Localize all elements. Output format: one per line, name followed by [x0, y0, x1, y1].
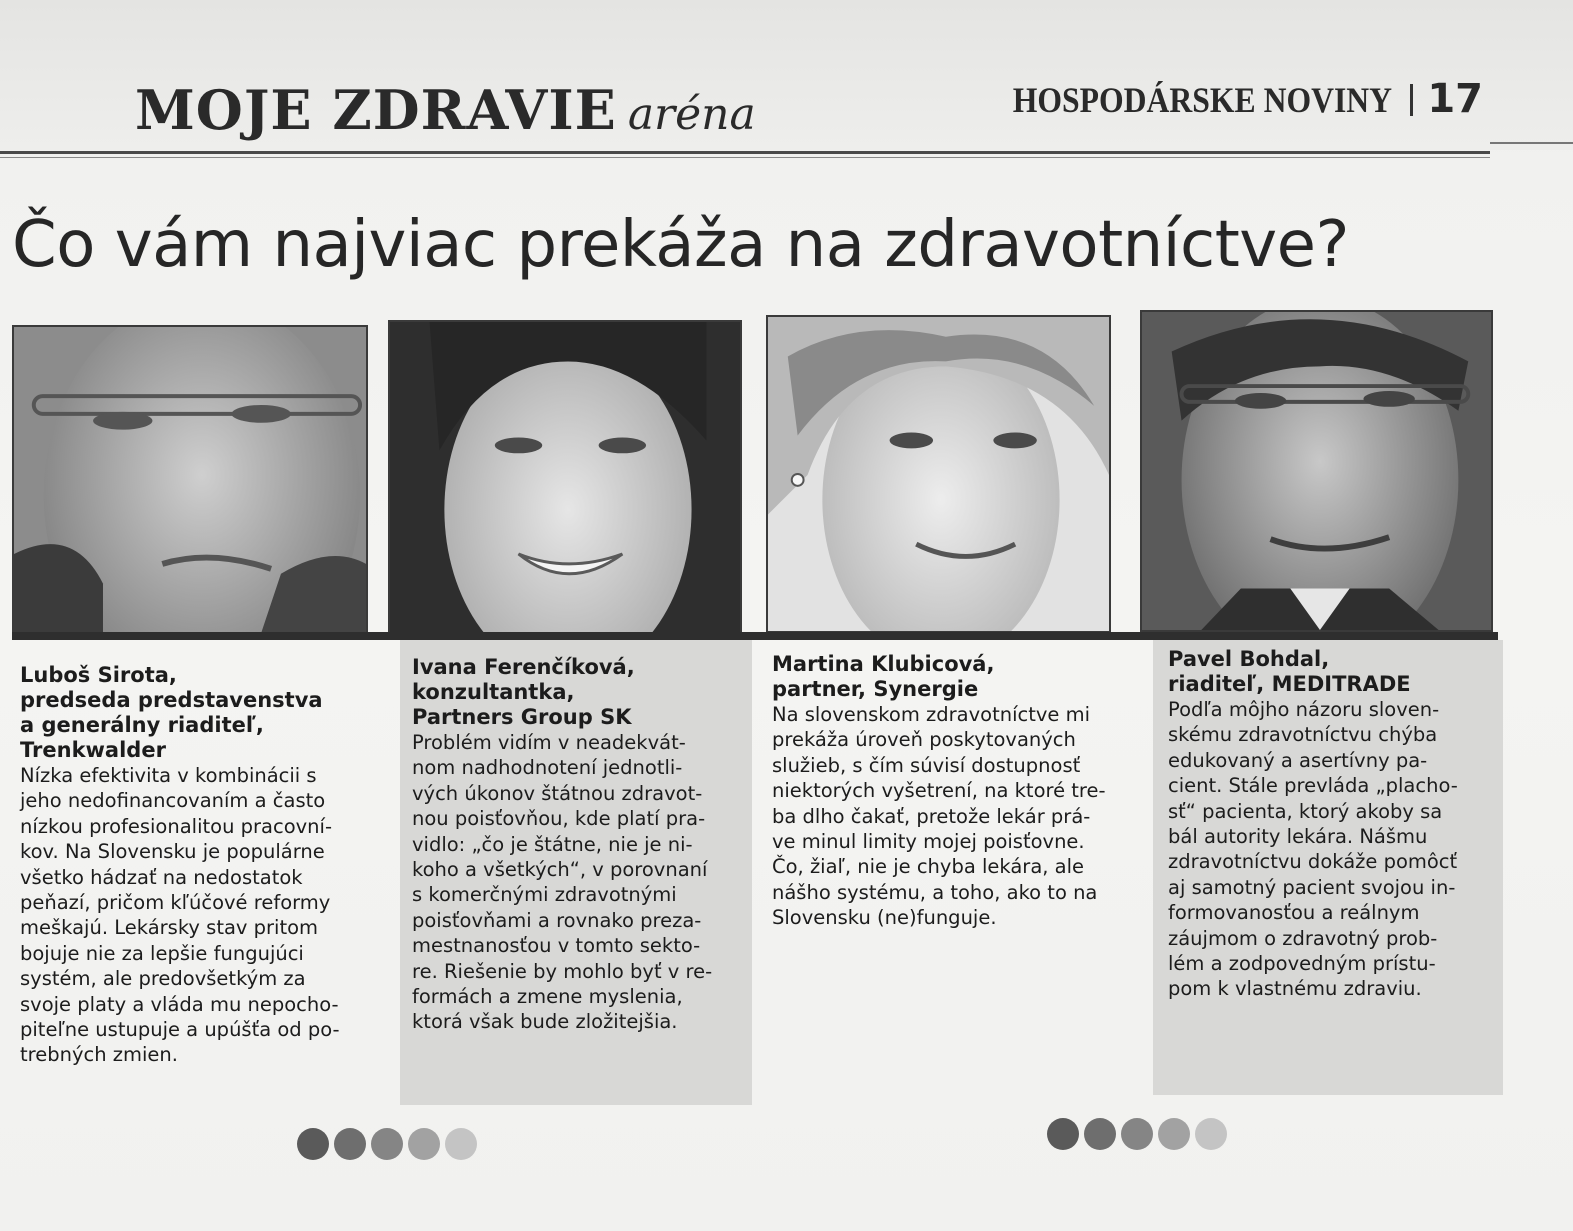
dot-icon: [1084, 1118, 1116, 1150]
portrait-photo-1: [12, 325, 368, 635]
opinion-column-2: [412, 655, 747, 1035]
dot-icon: [445, 1128, 477, 1160]
paper-masthead: [961, 76, 1483, 122]
person-role: konzultantka, Partners Group SK: [412, 680, 632, 729]
opinion-text: Problém vidím v neadekvát- nom nadhodnotení jednotli- vých úkonov štátnou zdravot- nou poisťovňou, kde platí pra- vidlo: „čo je štátne, nie je ni- koho a všetkých“, v porovnaní s komerčnými zdravotnými poisťovňami a rovnako preza- mestnanosťou v tomto sekto- re. Riešenie by mohlo byť v re- formách a zmene myslenia, ktorá však bude zložitejšia.: [412, 731, 713, 1034]
masthead-rule-right: [1490, 142, 1573, 144]
section-masthead: [135, 78, 756, 142]
person-role: riaditeľ, MEDITRADE: [1168, 672, 1411, 696]
dot-icon: [371, 1128, 403, 1160]
masthead-rule: [0, 151, 1490, 154]
article-headline: Čo vám najviac prekáža na zdravotníctve?: [12, 208, 1349, 282]
section-title: MOJE ZDRAVIE: [135, 78, 617, 142]
dot-icon: [1047, 1118, 1079, 1150]
dot-icon: [1121, 1118, 1153, 1150]
newspaper-name: HOSPODÁRSKE NOVINY: [1012, 80, 1393, 120]
dot-icon: [297, 1128, 329, 1160]
person-name: Pavel Bohdal,: [1168, 647, 1330, 671]
decorative-dots-left: [297, 1128, 477, 1160]
portrait-photo-4: [1140, 310, 1493, 632]
opinion-text: Na slovenskom zdravotníctve mi prekáža úroveň poskytovaných služieb, s čím súvisí dostupnosť niektorých vyšetrení, na ktoré tre- ba dlho čakať, pretože lekár prá- ve minul limity mojej poisťovne. Čo, žiaľ, nie je chyba lekára, ale nášho systému, a toho, ako to na Slovensku (ne)funguje.: [772, 703, 1106, 930]
opinion-text: Podľa môjho názoru sloven- skému zdravotníctvu chýba edukovaný a asertívny pa- cient. Stále prevláda „placho- sť“ pacienta, ktorý akoby sa bál autority lekára. Nášmu zdravotníctvu dokáže pomôcť aj samotný pacient svojou in- formovanosťou a reálnym záujmom o zdravotný prob- lém a zodpovedným prístu- pom k vlastnému zdraviu.: [1168, 698, 1458, 1001]
dot-icon: [334, 1128, 366, 1160]
photo-baseline-bar: [12, 632, 1498, 640]
person-name: Ivana Ferenčíková,: [412, 655, 635, 679]
person-role: predseda predstavenstva a generálny riaditeľ, Trenkwalder: [20, 688, 323, 762]
masthead-rule-thin: [0, 157, 1490, 158]
dot-icon: [1158, 1118, 1190, 1150]
dot-icon: [1195, 1118, 1227, 1150]
portrait-photo-2: [388, 320, 742, 635]
person-name: Luboš Sirota,: [20, 663, 177, 687]
decorative-dots-right: [1047, 1118, 1227, 1150]
portrait-photo-3: [766, 315, 1111, 633]
dot-icon: [408, 1128, 440, 1160]
opinion-column-1: [20, 663, 385, 1068]
masthead-separator: [1410, 84, 1413, 116]
opinion-text: Nízka efektivita v kombinácii s jeho nedofinancovaním a často nízkou profesionalitou pracovní- kov. Na Slovensku je populárne všetko hádzať na nedostatok peňazí, pričom kľúčové reformy meškajú. Lekársky stav pritom bojuje nie za lepšie fungujúci systém, ale predovšetkým za svoje platy a vláda mu nepocho- piteľne ustupuje a upúšťa od po- trebných zmien.: [20, 764, 340, 1067]
page-number: 17: [1427, 76, 1483, 122]
person-name: Martina Klubicová,: [772, 652, 995, 676]
opinion-column-3: [772, 652, 1142, 931]
person-role: partner, Synergie: [772, 677, 979, 701]
section-subtitle: aréna: [627, 89, 756, 140]
opinion-column-4: [1168, 647, 1498, 1002]
